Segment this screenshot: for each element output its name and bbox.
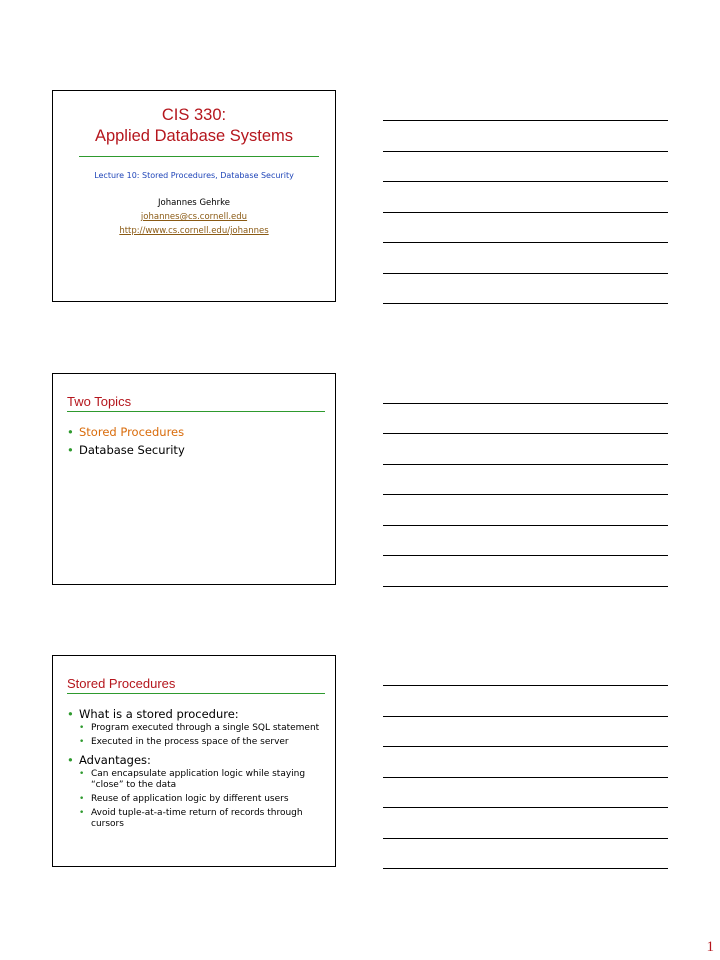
note-line [383, 555, 668, 556]
list-item-text: What is a stored procedure: [79, 707, 239, 721]
bullet-icon: • [79, 737, 85, 747]
note-line [383, 464, 668, 465]
bullet-icon: • [79, 769, 85, 779]
note-line [383, 242, 668, 243]
sub-list-item-text: Program executed through a single SQL statement [91, 723, 320, 733]
lecture-subtitle: Lecture 10: Stored Procedures, Database Security [94, 171, 294, 180]
author-email-link[interactable]: johannes@cs.cornell.edu [140, 212, 248, 222]
note-line [383, 746, 668, 747]
author-website-link[interactable]: http://www.cs.cornell.edu/johannes [119, 226, 269, 236]
sub-list-item-text: Executed in the process space of the server [91, 737, 289, 747]
bullet-icon: • [67, 707, 74, 721]
note-line [383, 403, 668, 404]
heading-divider [67, 411, 325, 412]
heading-divider [67, 693, 325, 694]
bullet-icon: • [79, 794, 85, 804]
slide-title-heading [53, 105, 335, 147]
bullet-icon: • [67, 425, 74, 439]
sub-list-item-text: Avoid tuple-at-a-time return of records through cursors [91, 808, 303, 829]
note-line [383, 838, 668, 839]
bullet-icon: • [79, 723, 85, 733]
note-line [383, 303, 668, 304]
note-line [383, 807, 668, 808]
note-line [383, 212, 668, 213]
sub-list-item [79, 794, 325, 805]
note-line [383, 716, 668, 717]
note-line [383, 586, 668, 587]
list-item-text: Advantages: [79, 753, 151, 767]
slide-heading: Stored Procedures [67, 676, 176, 691]
note-line [383, 181, 668, 182]
sub-list-item [79, 769, 325, 791]
sub-list-item [79, 808, 325, 830]
topic-list [67, 423, 325, 459]
author-name: Johannes Gehrke [158, 198, 230, 208]
note-line [383, 120, 668, 121]
title-line-name: Applied Database Systems [94, 127, 294, 145]
slide-title [52, 90, 336, 302]
slide-stored-procedures [52, 655, 336, 867]
note-line [383, 525, 668, 526]
sub-list-item [79, 737, 325, 748]
list-item [67, 751, 325, 769]
list-item [67, 441, 325, 459]
note-line [383, 433, 668, 434]
note-line [383, 868, 668, 869]
bullet-icon: • [79, 808, 85, 818]
note-line [383, 685, 668, 686]
sub-list-item [79, 723, 325, 734]
note-line [383, 273, 668, 274]
note-line [383, 777, 668, 778]
sub-list-item-text: Can encapsulate application logic while staying “close” to the data [91, 769, 306, 790]
bullet-list [67, 705, 325, 833]
sub-list-item-text: Reuse of application logic by different users [91, 794, 289, 804]
list-item-text: Stored Procedures [79, 425, 185, 439]
bullet-icon: • [67, 443, 74, 457]
note-line [383, 494, 668, 495]
title-line-course: CIS 330: [161, 106, 227, 124]
title-divider [79, 156, 319, 157]
slide-heading: Two Topics [67, 394, 132, 409]
list-item [67, 423, 325, 441]
list-item [67, 705, 325, 723]
note-line [383, 151, 668, 152]
slide-two-topics [52, 373, 336, 585]
page-number: 1 [706, 939, 714, 955]
list-item-text: Database Security [79, 443, 185, 457]
bullet-icon: • [67, 753, 74, 767]
